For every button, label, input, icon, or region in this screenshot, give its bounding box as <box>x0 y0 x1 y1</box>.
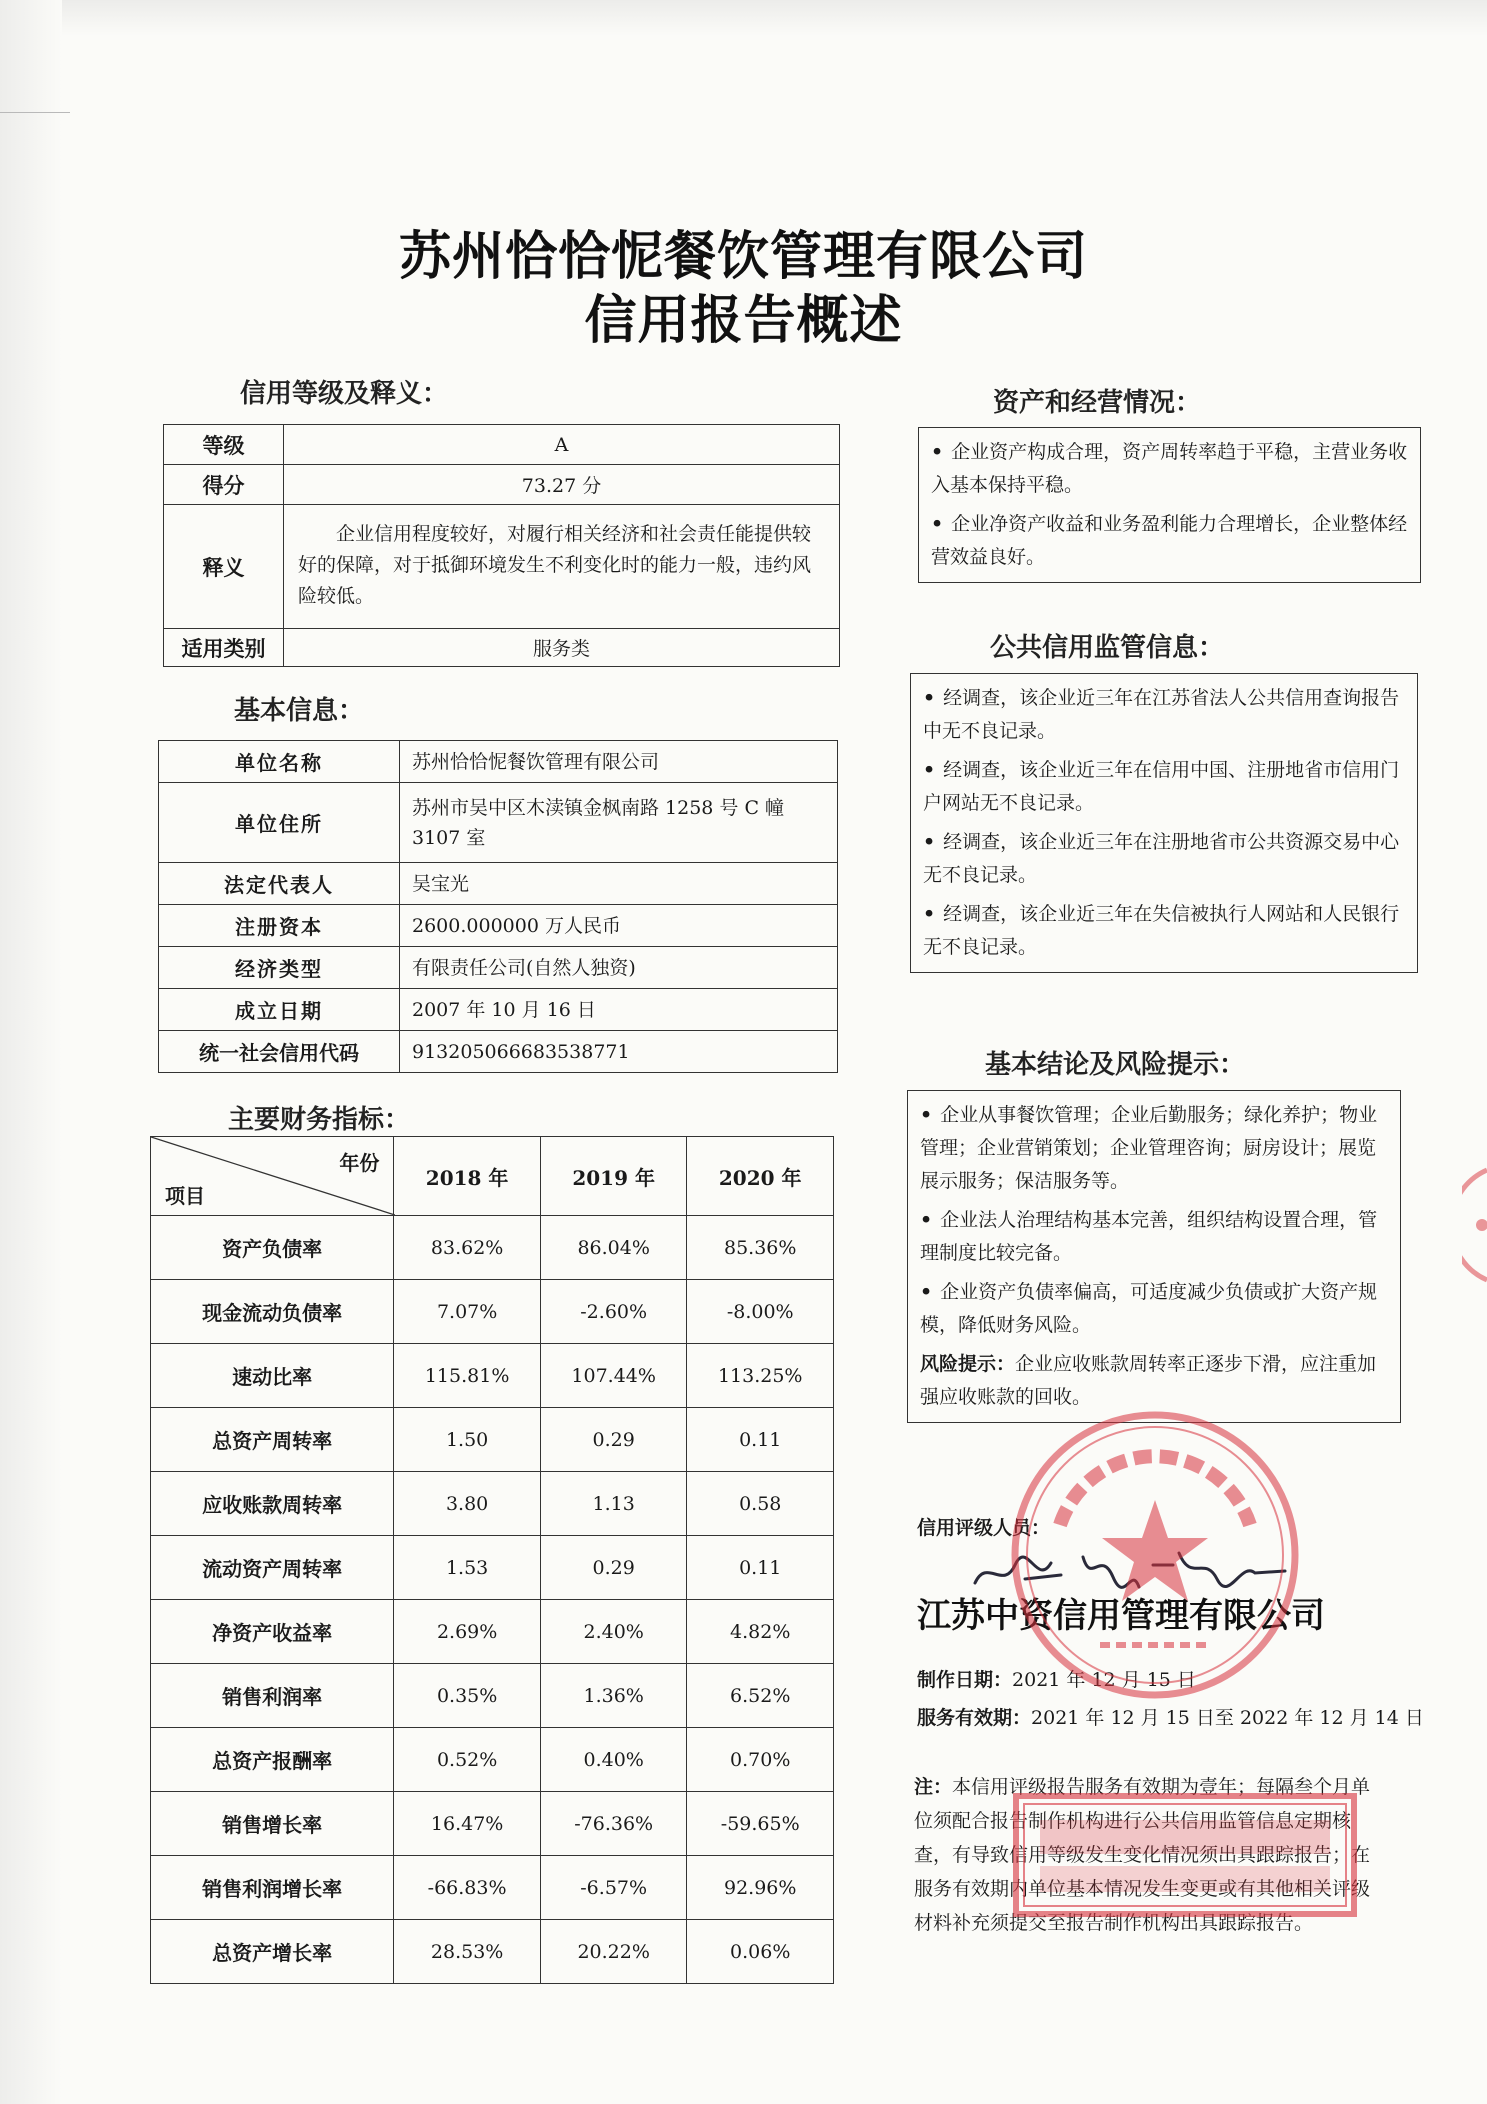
corner-item-label: 项目 <box>165 1184 205 1208</box>
rating-label: 释义 <box>164 505 284 629</box>
basic-label: 单位住所 <box>159 783 400 863</box>
bullet-icon: • <box>923 687 936 709</box>
bullet-icon: • <box>931 441 944 463</box>
finance-value: -8.00% <box>687 1280 834 1344</box>
public-item: • 经调查，该企业近三年在江苏省法人公共信用查询报告中无不良记录。 <box>923 687 1400 742</box>
rating-meaning-text: 企业信用程度较好，对履行相关经济和社会责任能提供较好的保障，对于抵御环境发生不利变化时的能力一般，违约风险较低。 <box>284 505 840 629</box>
conclusion-item: • 企业法人治理结构基本完善，组织结构设置合理，管理制度比较完备。 <box>920 1209 1378 1264</box>
agency-company: 江苏中资信用管理有限公司 <box>917 1596 1325 1636</box>
public-item: • 经调查，该企业近三年在失信被执行人网站和人民银行无不良记录。 <box>923 903 1400 958</box>
finance-row <box>151 1600 834 1664</box>
finance-row-label: 净资产收益率 <box>151 1600 394 1664</box>
footnote-text: 本信用评级报告服务有效期为壹年；每隔叁个月单位须配合报告制作机构进行公共信用监管信息定期核查，有导致信用等级发生变化情况须出具跟踪报告；在服务有效期内单位基本情况发生变更或有其他相关评级材料补充须提交至报告制作机构出具跟踪报告。 <box>914 1776 1371 1934</box>
finance-value: 20.22% <box>540 1920 687 1984</box>
bullet-icon: • <box>923 759 936 781</box>
finance-value: 7.07% <box>394 1280 541 1344</box>
finance-row-label: 应收账款周转率 <box>151 1472 394 1536</box>
basic-row <box>159 783 838 863</box>
conclusion-heading: 基本结论及风险提示： <box>985 1050 1246 1080</box>
finance-value: 0.35% <box>394 1664 541 1728</box>
rating-heading: 信用等级及释义： <box>240 379 449 409</box>
finance-row <box>151 1664 834 1728</box>
finance-table <box>150 1136 834 1984</box>
basic-row <box>159 989 838 1031</box>
basic-heading: 基本信息： <box>234 696 365 726</box>
conclusion-box <box>907 1090 1401 1423</box>
finance-value: 1.53 <box>394 1536 541 1600</box>
risk-label: 风险提示： <box>920 1353 1016 1375</box>
finance-value: -2.60% <box>540 1280 687 1344</box>
finance-heading: 主要财务指标： <box>228 1105 411 1135</box>
bullet-icon: • <box>920 1281 933 1303</box>
year-header: 2018 年 <box>394 1137 541 1216</box>
finance-value: 113.25% <box>687 1344 834 1408</box>
finance-row <box>151 1280 834 1344</box>
finance-row <box>151 1792 834 1856</box>
rating-value: 服务类 <box>284 629 840 667</box>
assets-item: • 企业资产构成合理，资产周转率趋于平稳，主营业务收入基本保持平稳。 <box>931 441 1408 496</box>
finance-row <box>151 1408 834 1472</box>
finance-row-label: 总资产增长率 <box>151 1920 394 1984</box>
finance-value: 28.53% <box>394 1920 541 1984</box>
made-date-value: 2021 年 12 月 15 日 <box>1012 1669 1196 1691</box>
bullet-icon: • <box>923 903 936 925</box>
finance-value: 1.36% <box>540 1664 687 1728</box>
risk-text: 企业应收账款周转率正逐步下滑，应注重加强应收账款的回收。 <box>920 1353 1377 1408</box>
basic-value: 苏州市吴中区木渎镇金枫南路 1258 号 C 幢 3107 室 <box>400 783 838 863</box>
basic-label: 成立日期 <box>159 989 400 1031</box>
finance-value: 16.47% <box>394 1792 541 1856</box>
basic-label: 经济类型 <box>159 947 400 989</box>
finance-value: -76.36% <box>540 1792 687 1856</box>
finance-row-label: 流动资产周转率 <box>151 1536 394 1600</box>
public-box <box>910 673 1418 973</box>
finance-row-label: 总资产报酬率 <box>151 1728 394 1792</box>
basic-value: 2600.000000 万人民币 <box>400 905 838 947</box>
rating-row-score <box>164 465 840 505</box>
basic-row <box>159 947 838 989</box>
valid-period-value: 2021 年 12 月 15 日至 2022 年 12 月 14 日 <box>1031 1707 1424 1729</box>
made-date-label: 制作日期： <box>917 1669 1013 1691</box>
finance-value: -59.65% <box>687 1792 834 1856</box>
finance-value: 0.29 <box>540 1408 687 1472</box>
valid-period-label: 服务有效期： <box>917 1707 1032 1729</box>
finance-value: 0.11 <box>687 1536 834 1600</box>
finance-value: -66.83% <box>394 1856 541 1920</box>
finance-header-row <box>151 1137 834 1216</box>
company-seal-icon <box>1005 1405 1305 1705</box>
public-heading: 公共信用监管信息： <box>990 633 1225 663</box>
fold-line <box>0 112 70 113</box>
rating-label: 等级 <box>164 425 284 465</box>
finance-value: 4.82% <box>687 1600 834 1664</box>
basic-row <box>159 863 838 905</box>
year-header: 2019 年 <box>540 1137 687 1216</box>
scan-edge-top <box>0 0 1487 36</box>
assets-heading: 资产和经营情况： <box>993 388 1202 418</box>
basic-label: 法定代表人 <box>159 863 400 905</box>
basic-value: 吴宝光 <box>400 863 838 905</box>
conclusion-item: • 企业从事餐饮管理；企业后勤服务；绿化养护；物业管理；企业营销策划；企业管理咨询；厨房设计；展览展示服务；保洁服务等。 <box>920 1104 1378 1192</box>
finance-row-label: 速动比率 <box>151 1344 394 1408</box>
rating-label: 得分 <box>164 465 284 505</box>
finance-value: 1.50 <box>394 1408 541 1472</box>
finance-row-label: 销售增长率 <box>151 1792 394 1856</box>
assets-item: • 企业净资产收益和业务盈利能力合理增长，企业整体经营效益良好。 <box>931 513 1408 568</box>
finance-value: 0.70% <box>687 1728 834 1792</box>
basic-row <box>159 741 838 783</box>
finance-corner-cell <box>151 1137 394 1216</box>
rating-value: A <box>284 425 840 465</box>
rater-label: 信用评级人员： <box>917 1517 1051 1539</box>
public-item: • 经调查，该企业近三年在注册地省市公共资源交易中心无不良记录。 <box>923 831 1400 886</box>
finance-row <box>151 1536 834 1600</box>
finance-value: 2.40% <box>540 1600 687 1664</box>
filing-stamp-icon <box>1010 1790 1360 1920</box>
doc-title-company: 苏州恰恰怩餐饮管理有限公司 <box>398 226 1088 287</box>
footnote-label: 注： <box>914 1776 953 1798</box>
bullet-icon: • <box>931 513 944 535</box>
finance-value: 85.36% <box>687 1216 834 1280</box>
basic-row <box>159 905 838 947</box>
rating-row-category <box>164 629 840 667</box>
basic-value: 2007 年 10 月 16 日 <box>400 989 838 1031</box>
finance-value: 0.52% <box>394 1728 541 1792</box>
rating-label: 适用类别 <box>164 629 284 667</box>
finance-row <box>151 1728 834 1792</box>
rating-row-grade <box>164 425 840 465</box>
finance-value: 0.11 <box>687 1408 834 1472</box>
finance-value: 0.29 <box>540 1536 687 1600</box>
basic-value: 苏州恰恰怩餐饮管理有限公司 <box>400 741 838 783</box>
rating-table <box>163 424 840 667</box>
finance-value: 2.69% <box>394 1600 541 1664</box>
finance-row-label: 总资产周转率 <box>151 1408 394 1472</box>
finance-row <box>151 1344 834 1408</box>
finance-row-label: 销售利润率 <box>151 1664 394 1728</box>
finance-row <box>151 1920 834 1984</box>
finance-row-label: 销售利润增长率 <box>151 1856 394 1920</box>
basic-value: 有限责任公司(自然人独资) <box>400 947 838 989</box>
basic-label: 注册资本 <box>159 905 400 947</box>
assets-box <box>918 427 1421 583</box>
basic-label: 单位名称 <box>159 741 400 783</box>
basic-label: 统一社会信用代码 <box>159 1031 400 1073</box>
finance-value: -6.57% <box>540 1856 687 1920</box>
finance-row <box>151 1856 834 1920</box>
rating-row-meaning <box>164 505 840 629</box>
finance-value: 115.81% <box>394 1344 541 1408</box>
conclusion-item: • 企业资产负债率偏高，可适度减少负债或扩大资产规模，降低财务风险。 <box>920 1281 1378 1336</box>
bullet-icon: • <box>920 1209 933 1231</box>
rating-value: 73.27 分 <box>284 465 840 505</box>
public-item: • 经调查，该企业近三年在信用中国、注册地省市信用门户网站无不良记录。 <box>923 759 1400 814</box>
finance-body <box>151 1216 834 1984</box>
finance-value: 3.80 <box>394 1472 541 1536</box>
bullet-icon: • <box>920 1104 933 1126</box>
basic-row <box>159 1031 838 1073</box>
basic-table <box>158 740 838 1073</box>
finance-value: 0.40% <box>540 1728 687 1792</box>
finance-value: 0.06% <box>687 1920 834 1984</box>
corner-year-label: 年份 <box>339 1151 380 1175</box>
doc-title-report: 信用报告概述 <box>584 290 903 351</box>
finance-value: 0.58 <box>687 1472 834 1536</box>
finance-row <box>151 1472 834 1536</box>
bullet-icon: • <box>923 831 936 853</box>
finance-value: 86.04% <box>540 1216 687 1280</box>
finance-value: 1.13 <box>540 1472 687 1536</box>
finance-value: 83.62% <box>394 1216 541 1280</box>
finance-value: 6.52% <box>687 1664 834 1728</box>
edge-seal-icon <box>1462 1165 1487 1285</box>
finance-row-label: 资产负债率 <box>151 1216 394 1280</box>
finance-value: 92.96% <box>687 1856 834 1920</box>
finance-value: 107.44% <box>540 1344 687 1408</box>
finance-row-label: 现金流动负债率 <box>151 1280 394 1344</box>
valid-period-line <box>917 1703 1424 1730</box>
basic-value: 913205066683538771 <box>400 1031 838 1073</box>
finance-row <box>151 1216 834 1280</box>
year-header: 2020 年 <box>687 1137 834 1216</box>
